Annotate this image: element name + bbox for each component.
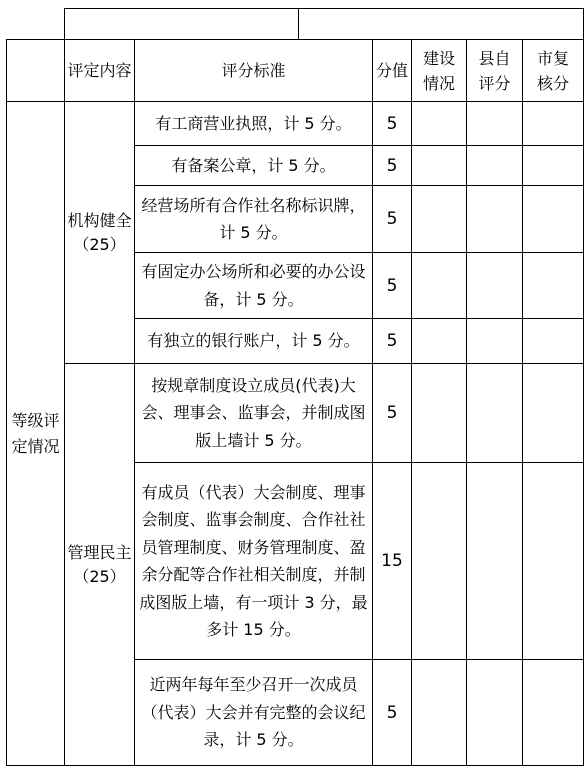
group-points: （25） — [73, 566, 126, 586]
header-county-self-score: 县自评分 — [478, 48, 511, 93]
value-cell: 5 — [386, 702, 398, 723]
table-rule — [522, 39, 523, 766]
table-rule — [64, 8, 584, 9]
table-rule — [298, 8, 299, 40]
table-rule — [411, 39, 412, 766]
value-cell: 15 — [381, 551, 403, 571]
group-name: 管理民主 — [67, 542, 132, 562]
header-city-review-score: 市复核分 — [536, 48, 569, 93]
header-scoring-standard: 评分标准 — [221, 61, 286, 80]
standard-cell: 经营场所有合作社名称标识牌，计 5 分。 — [141, 195, 366, 242]
group-points: （25） — [73, 234, 126, 254]
value-cell: 5 — [386, 209, 398, 229]
standard-cell: 有成员（代表）大会制度、理事会制度、监事会制度、合作社社员管理制度、财务管理制度、盈余分配等合作社相关制度，并制成图版上墙，有一项计 3 分，最多计 15 分。 — [139, 482, 368, 639]
value-cell: 5 — [386, 155, 398, 176]
standard-cell: 有独立的银行账户，计 5 分。 — [147, 331, 360, 351]
header-score-value: 分值 — [375, 61, 408, 80]
value-cell: 5 — [386, 403, 398, 423]
group-name-cell — [65, 364, 134, 765]
group-name: 机构健全 — [67, 210, 132, 230]
value-cell: 5 — [386, 331, 398, 351]
value-cell: 5 — [386, 113, 398, 134]
group-name-cell — [65, 102, 134, 363]
table-rule — [466, 39, 467, 766]
standard-cell: 近两年每年至少召开一次成员（代表）大会并有完整的会议纪录，计 5 分。 — [141, 675, 366, 750]
standard-cell: 有工商营业执照，计 5 分。 — [155, 113, 352, 133]
standard-cell: 有备案公章，计 5 分。 — [171, 155, 336, 175]
value-cell: 5 — [386, 275, 398, 296]
header-construction-status: 建设情况 — [422, 48, 455, 93]
standard-cell: 按规章制度设立成员(代表)大会、理事会、监事会，并制成图版上墙计 5 分。 — [141, 375, 366, 450]
header-evaluation-content: 评定内容 — [67, 61, 132, 80]
standard-cell: 有固定办公场所和必要的办公设备，计 5 分。 — [141, 262, 366, 309]
category-cell: 等级评定情况 — [11, 410, 60, 456]
